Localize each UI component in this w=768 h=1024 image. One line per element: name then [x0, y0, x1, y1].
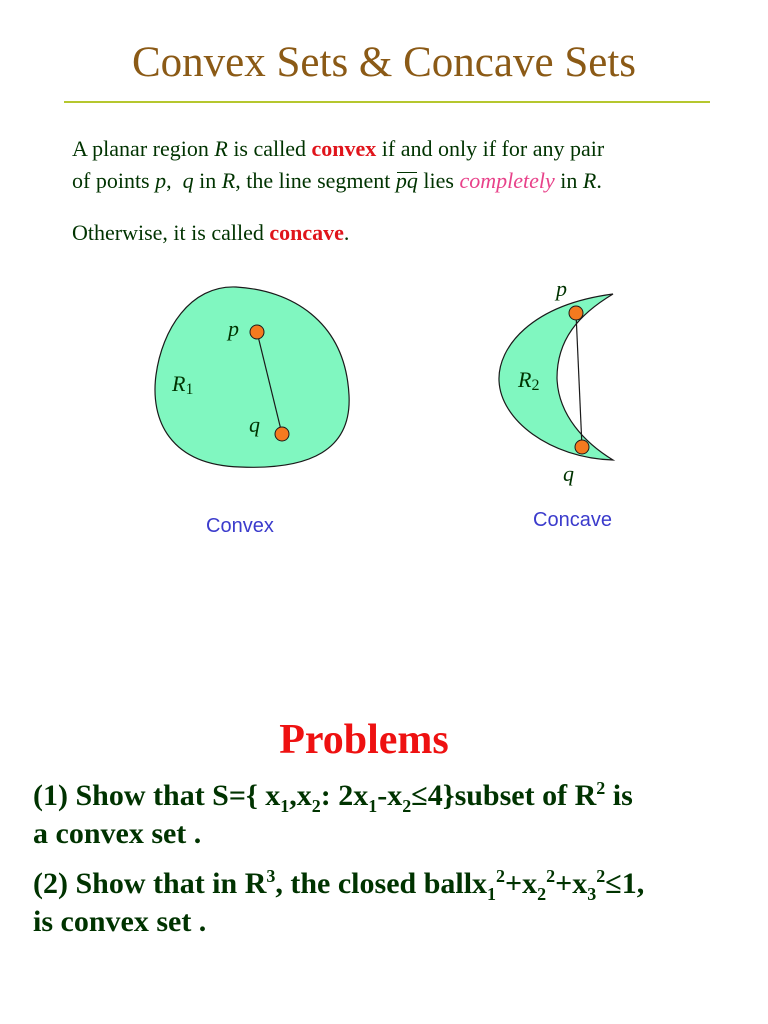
math-var-p: p	[155, 168, 167, 193]
subscript: 2	[537, 884, 547, 904]
subscript: 3	[587, 884, 597, 904]
text-segment: in	[554, 168, 583, 193]
text-segment: A planar region	[72, 136, 215, 161]
keyword-convex: convex	[311, 136, 377, 161]
segment-pq: pq	[395, 168, 418, 193]
concave-region-shape	[499, 294, 613, 460]
text-segment: ,x	[289, 779, 312, 812]
text-segment: Otherwise, it is called	[72, 220, 270, 245]
text-segment: : 2x	[320, 779, 369, 812]
superscript: 2	[596, 778, 606, 798]
text-segment: .	[596, 168, 602, 193]
subscript: 1	[487, 884, 497, 904]
point-p-convex	[250, 325, 264, 339]
text-segment: ,	[166, 168, 183, 193]
segment-pq-concave	[576, 313, 582, 447]
text-segment: (2) Show that in R	[33, 867, 267, 900]
text-segment: .	[343, 220, 350, 245]
superscript: 2	[496, 866, 506, 886]
keyword-concave: concave	[269, 220, 344, 245]
concave-figure	[499, 276, 613, 486]
problem-2-line-2: is convex set .	[33, 905, 207, 938]
point-q-convex	[275, 427, 289, 441]
text-segment: -x	[377, 779, 403, 812]
text-segment: ≤4}subset of R	[411, 779, 597, 812]
text-segment: ≤1,	[605, 867, 645, 900]
problems-heading: Problems	[279, 717, 449, 763]
text-segment: , the line segment	[235, 168, 396, 193]
superscript: 2	[546, 866, 556, 886]
superscript: 2	[596, 866, 606, 886]
text-segment: is	[605, 779, 633, 812]
caption-convex: Convex	[206, 515, 274, 537]
label-q-convex: q	[249, 412, 260, 437]
text-segment: is called	[227, 136, 312, 161]
subscript: 1	[280, 796, 290, 816]
point-q-concave	[575, 440, 589, 454]
math-var-R: R	[582, 168, 597, 193]
math-var-R: R	[221, 168, 236, 193]
text-segment: lies	[417, 168, 460, 193]
label-q-concave: q	[563, 461, 574, 486]
region-subscript: 2	[531, 377, 540, 394]
emphasis-completely: completely	[459, 168, 555, 193]
math-var-R: R	[214, 136, 228, 161]
point-p-concave	[569, 306, 583, 320]
text-segment: in	[193, 168, 222, 193]
region-subscript: 1	[185, 381, 194, 398]
problem-1-line-2: a convex set .	[33, 817, 202, 850]
subscript: 2	[402, 796, 412, 816]
superscript: 3	[266, 866, 276, 886]
caption-concave: Concave	[533, 509, 612, 531]
subscript: 1	[368, 796, 378, 816]
label-p-concave: p	[556, 276, 567, 301]
subscript: 2	[311, 796, 321, 816]
text-segment: if and only if for any pair	[376, 136, 605, 161]
text-segment: , the closed ballx	[275, 867, 488, 900]
slide-title: Convex Sets & Concave Sets	[131, 39, 636, 86]
text-segment: (1) Show that S={ x	[33, 779, 281, 812]
text-segment: of points	[72, 168, 156, 193]
math-var-q: q	[182, 168, 194, 193]
region-letter: R	[172, 371, 186, 396]
label-p-convex: p	[228, 316, 239, 341]
convex-figure	[155, 287, 349, 467]
region-letter: R	[518, 367, 532, 392]
text-segment: +x	[555, 867, 588, 900]
text-segment: +x	[505, 867, 538, 900]
